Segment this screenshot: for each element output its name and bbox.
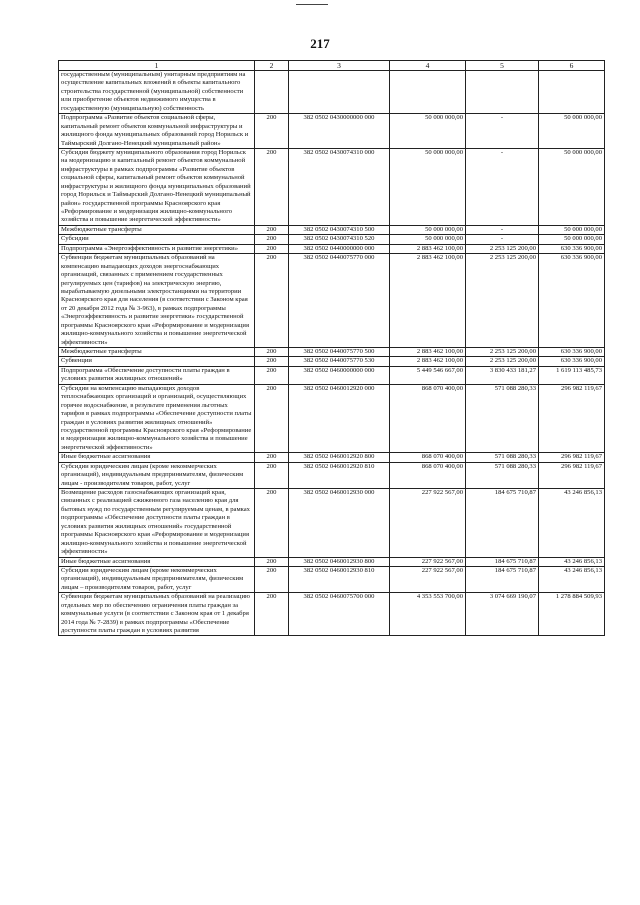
- table-row: [59, 566, 605, 592]
- top-rule: [296, 4, 328, 5]
- row-value-cell: -: [466, 114, 539, 149]
- row-name-cell: Субвенции бюджетам муниципальных образований на компенсацию выпадающих доходов энергоснабжающих организаций, связанных с применением государственных регулируемых цен (тарифов) на электрическую энергию, вырабатываемую дизельными электростанциями на территории Красноярского края для населения (в соответствии с Законом края от 20 декабря 2012 года № 3-963), в рамках подпрограммы «Энергоэффективность и развитие энергетики» государственной программы Красноярского края «Реформирование и модернизация жилищно-коммунального хозяйства и повышение энергетической эффективности»: [59, 254, 255, 348]
- row-classification-cell: 382 0502 0460075700 000: [289, 593, 390, 636]
- column-header: 2: [255, 61, 289, 71]
- table-row: [59, 384, 605, 453]
- table-row: [59, 489, 605, 558]
- table-row: [59, 244, 605, 253]
- table-row: [59, 462, 605, 488]
- row-value-cell: 227 922 567,00: [390, 566, 466, 592]
- row-classification-cell: 382 0502 0430074310 500: [289, 225, 390, 234]
- column-header: 3: [289, 61, 390, 71]
- row-name-cell: Возмещение расходов газоснабжающих организаций края, связанных с реализацией сжиженного газа населению края для бытовых нужд по государственным регулируемым ценам, в рамках подпрограммы «Обеспечение доступности платы граждан в условиях развития жилищных отношений» государственной программы Красноярского края «Реформирование и модернизация жилищно-коммунального хозяйства и повышение энергетической эффективности»: [59, 489, 255, 558]
- row-value-cell: [539, 71, 605, 114]
- row-value-cell: 50 000 000,00: [539, 235, 605, 244]
- row-value-cell: 2 883 462 100,00: [390, 357, 466, 366]
- row-classification-cell: 382 0502 0440075770 000: [289, 254, 390, 348]
- row-code-cell: 200: [255, 114, 289, 149]
- row-value-cell: 50 000 000,00: [539, 225, 605, 234]
- row-value-cell: 4 353 553 700,00: [390, 593, 466, 636]
- row-name-cell: Иные бюджетные ассигнования: [59, 557, 255, 566]
- row-value-cell: 868 070 400,00: [390, 453, 466, 462]
- row-classification-cell: 382 0502 0460012920 000: [289, 384, 390, 453]
- header-row: [59, 61, 605, 71]
- row-name-cell: Субвенции: [59, 357, 255, 366]
- table-row: [59, 366, 605, 384]
- table-row: [59, 254, 605, 348]
- row-value-cell: 868 070 400,00: [390, 384, 466, 453]
- row-value-cell: 571 088 280,33: [466, 462, 539, 488]
- table-row: [59, 235, 605, 244]
- column-header: 1: [59, 61, 255, 71]
- row-value-cell: -: [466, 235, 539, 244]
- page-number: 217: [310, 36, 330, 51]
- row-value-cell: 630 336 900,00: [539, 254, 605, 348]
- row-code-cell: 200: [255, 593, 289, 636]
- row-code-cell: 200: [255, 235, 289, 244]
- row-value-cell: 43 246 856,13: [539, 557, 605, 566]
- table-body: [59, 71, 605, 636]
- row-name-cell: Субсидии на компенсацию выпадающих доходов теплоснабжающих организаций и организаций, осуществляющих горячее водоснабжение, в результате применения льготных тарифов в рамках подпрограммы «Обеспечение доступности платы граждан в условиях развития жилищных отношений» государственной программы Красноярского края «Реформирование и модернизация жилищно-коммунального хозяйства и повышение энергетической эффективности»: [59, 384, 255, 453]
- column-header: 5: [466, 61, 539, 71]
- table-row: [59, 453, 605, 462]
- row-value-cell: 5 449 546 667,00: [390, 366, 466, 384]
- row-value-cell: 184 675 710,87: [466, 566, 539, 592]
- column-header: 6: [539, 61, 605, 71]
- row-classification-cell: 382 0502 0440000000 000: [289, 244, 390, 253]
- table-row: [59, 225, 605, 234]
- row-name-cell: Субсидии юридическим лицам (кроме некоммерческих организаций), индивидуальным предпринимателям, физическим лицам - производителям товаров, работ, услуг: [59, 462, 255, 488]
- row-name-cell: Подпрограмма «Обеспечение доступности платы граждан в условиях развития жилищных отношений»: [59, 366, 255, 384]
- row-value-cell: 571 088 280,33: [466, 453, 539, 462]
- row-value-cell: -: [466, 148, 539, 225]
- row-value-cell: 571 088 280,33: [466, 384, 539, 453]
- row-name-cell: Субсидии юридическим лицам (кроме некоммерческих организаций), индивидуальным предпринимателям, физическим лицам – производителям товаров, работ, услуг: [59, 566, 255, 592]
- row-code-cell: 200: [255, 225, 289, 234]
- row-classification-cell: 382 0502 0430000000 000: [289, 114, 390, 149]
- row-value-cell: 2 253 125 200,00: [466, 254, 539, 348]
- row-classification-cell: 382 0502 0460012920 810: [289, 462, 390, 488]
- row-code-cell: 200: [255, 489, 289, 558]
- row-classification-cell: 382 0502 0430074310 520: [289, 235, 390, 244]
- row-code-cell: 200: [255, 348, 289, 357]
- row-value-cell: 2 253 125 200,00: [466, 357, 539, 366]
- row-value-cell: 3 830 433 181,27: [466, 366, 539, 384]
- row-value-cell: 2 883 462 100,00: [390, 244, 466, 253]
- row-classification-cell: 382 0502 0460012930 810: [289, 566, 390, 592]
- row-name-cell: Межбюджетные трансферты: [59, 225, 255, 234]
- row-value-cell: [390, 71, 466, 114]
- row-value-cell: 1 278 884 509,93: [539, 593, 605, 636]
- row-value-cell: 50 000 000,00: [390, 148, 466, 225]
- table-row: [59, 71, 605, 114]
- table-row: [59, 557, 605, 566]
- row-name-cell: Субвенции бюджетам муниципальных образований на реализацию отдельных мер по обеспечению ограничения платы граждан за коммунальные услуги (в соответствии с Законом края от 1 декабря 2014 года № 7-2839) в рамках подпрограммы «Обеспечение доступности платы граждан в условиях развития: [59, 593, 255, 636]
- row-value-cell: 2 883 462 100,00: [390, 254, 466, 348]
- row-value-cell: -: [466, 225, 539, 234]
- table-row: [59, 593, 605, 636]
- row-name-cell: Подпрограмма «Развитие объектов социальной сферы, капитальный ремонт объектов коммунальной инфраструктуры и жилищного фонда муниципальных образований город Норильск и Таймырский Долгано-Ненецкий муниципальный район»: [59, 114, 255, 149]
- row-code-cell: 200: [255, 566, 289, 592]
- row-value-cell: 3 074 669 190,07: [466, 593, 539, 636]
- row-name-cell: Иные бюджетные ассигнования: [59, 453, 255, 462]
- row-classification-cell: 382 0502 0460012930 800: [289, 557, 390, 566]
- row-classification-cell: 382 0502 0440075770 530: [289, 357, 390, 366]
- row-value-cell: 868 070 400,00: [390, 462, 466, 488]
- row-code-cell: 200: [255, 366, 289, 384]
- row-value-cell: 50 000 000,00: [539, 148, 605, 225]
- row-value-cell: 43 246 856,13: [539, 566, 605, 592]
- row-code-cell: 200: [255, 462, 289, 488]
- table-row: [59, 348, 605, 357]
- row-value-cell: 184 675 710,87: [466, 557, 539, 566]
- row-value-cell: 296 982 119,67: [539, 384, 605, 453]
- row-value-cell: 43 246 856,13: [539, 489, 605, 558]
- row-value-cell: 227 922 567,00: [390, 489, 466, 558]
- row-name-cell: государственным (муниципальным) унитарным предприятиям на осуществление капитальных вложений в объекты капитального строительства государственной (муниципальной) собственности или приобретение объектов недвижимого имущества в государственную (муниципальную) собственность: [59, 71, 255, 114]
- column-header: 4: [390, 61, 466, 71]
- row-classification-cell: 382 0502 0460012920 800: [289, 453, 390, 462]
- row-classification-cell: 382 0502 0430074310 000: [289, 148, 390, 225]
- row-code-cell: 200: [255, 148, 289, 225]
- row-code-cell: 200: [255, 384, 289, 453]
- row-classification-cell: 382 0502 0460012930 000: [289, 489, 390, 558]
- row-value-cell: 184 675 710,87: [466, 489, 539, 558]
- table-row: [59, 357, 605, 366]
- row-code-cell: 200: [255, 357, 289, 366]
- table-row: [59, 114, 605, 149]
- table-row: [59, 148, 605, 225]
- row-code-cell: 200: [255, 557, 289, 566]
- row-value-cell: 296 982 119,67: [539, 462, 605, 488]
- row-value-cell: 1 619 113 485,73: [539, 366, 605, 384]
- row-classification-cell: [289, 71, 390, 114]
- row-value-cell: 2 883 462 100,00: [390, 348, 466, 357]
- row-value-cell: 227 922 567,00: [390, 557, 466, 566]
- row-value-cell: 296 982 119,67: [539, 453, 605, 462]
- row-value-cell: 50 000 000,00: [390, 225, 466, 234]
- row-value-cell: 50 000 000,00: [390, 114, 466, 149]
- row-name-cell: Подпрограмма «Энергоэффективность и развитие энергетики»: [59, 244, 255, 253]
- row-classification-cell: 382 0502 0440075770 500: [289, 348, 390, 357]
- row-code-cell: 200: [255, 244, 289, 253]
- row-code-cell: 200: [255, 453, 289, 462]
- row-code-cell: 200: [255, 254, 289, 348]
- row-value-cell: 630 336 900,00: [539, 348, 605, 357]
- budget-table: [58, 60, 605, 636]
- row-code-cell: [255, 71, 289, 114]
- row-classification-cell: 382 0502 0460000000 000: [289, 366, 390, 384]
- row-value-cell: 50 000 000,00: [539, 114, 605, 149]
- row-value-cell: 630 336 900,00: [539, 357, 605, 366]
- row-name-cell: Субсидии: [59, 235, 255, 244]
- row-value-cell: 630 336 900,00: [539, 244, 605, 253]
- row-name-cell: Субсидия бюджету муниципального образования город Норильск на модернизацию и капитальный ремонт объектов коммунальной инфраструктуры в рамках подпрограммы «Развитие объектов социальной сферы, капитальный ремонт объектов коммунальной инфраструктуры и жилищного фонда муниципальных образований город Норильск и Таймырский Долгано-Ненецкий муниципальный район» государственной программы Красноярского края «Реформирование и модернизация жилищно-коммунального хозяйства и повышение энергетической эффективности»: [59, 148, 255, 225]
- row-value-cell: 2 253 125 200,00: [466, 244, 539, 253]
- row-value-cell: 50 000 000,00: [390, 235, 466, 244]
- row-value-cell: [466, 71, 539, 114]
- row-name-cell: Межбюджетные трансферты: [59, 348, 255, 357]
- row-value-cell: 2 253 125 200,00: [466, 348, 539, 357]
